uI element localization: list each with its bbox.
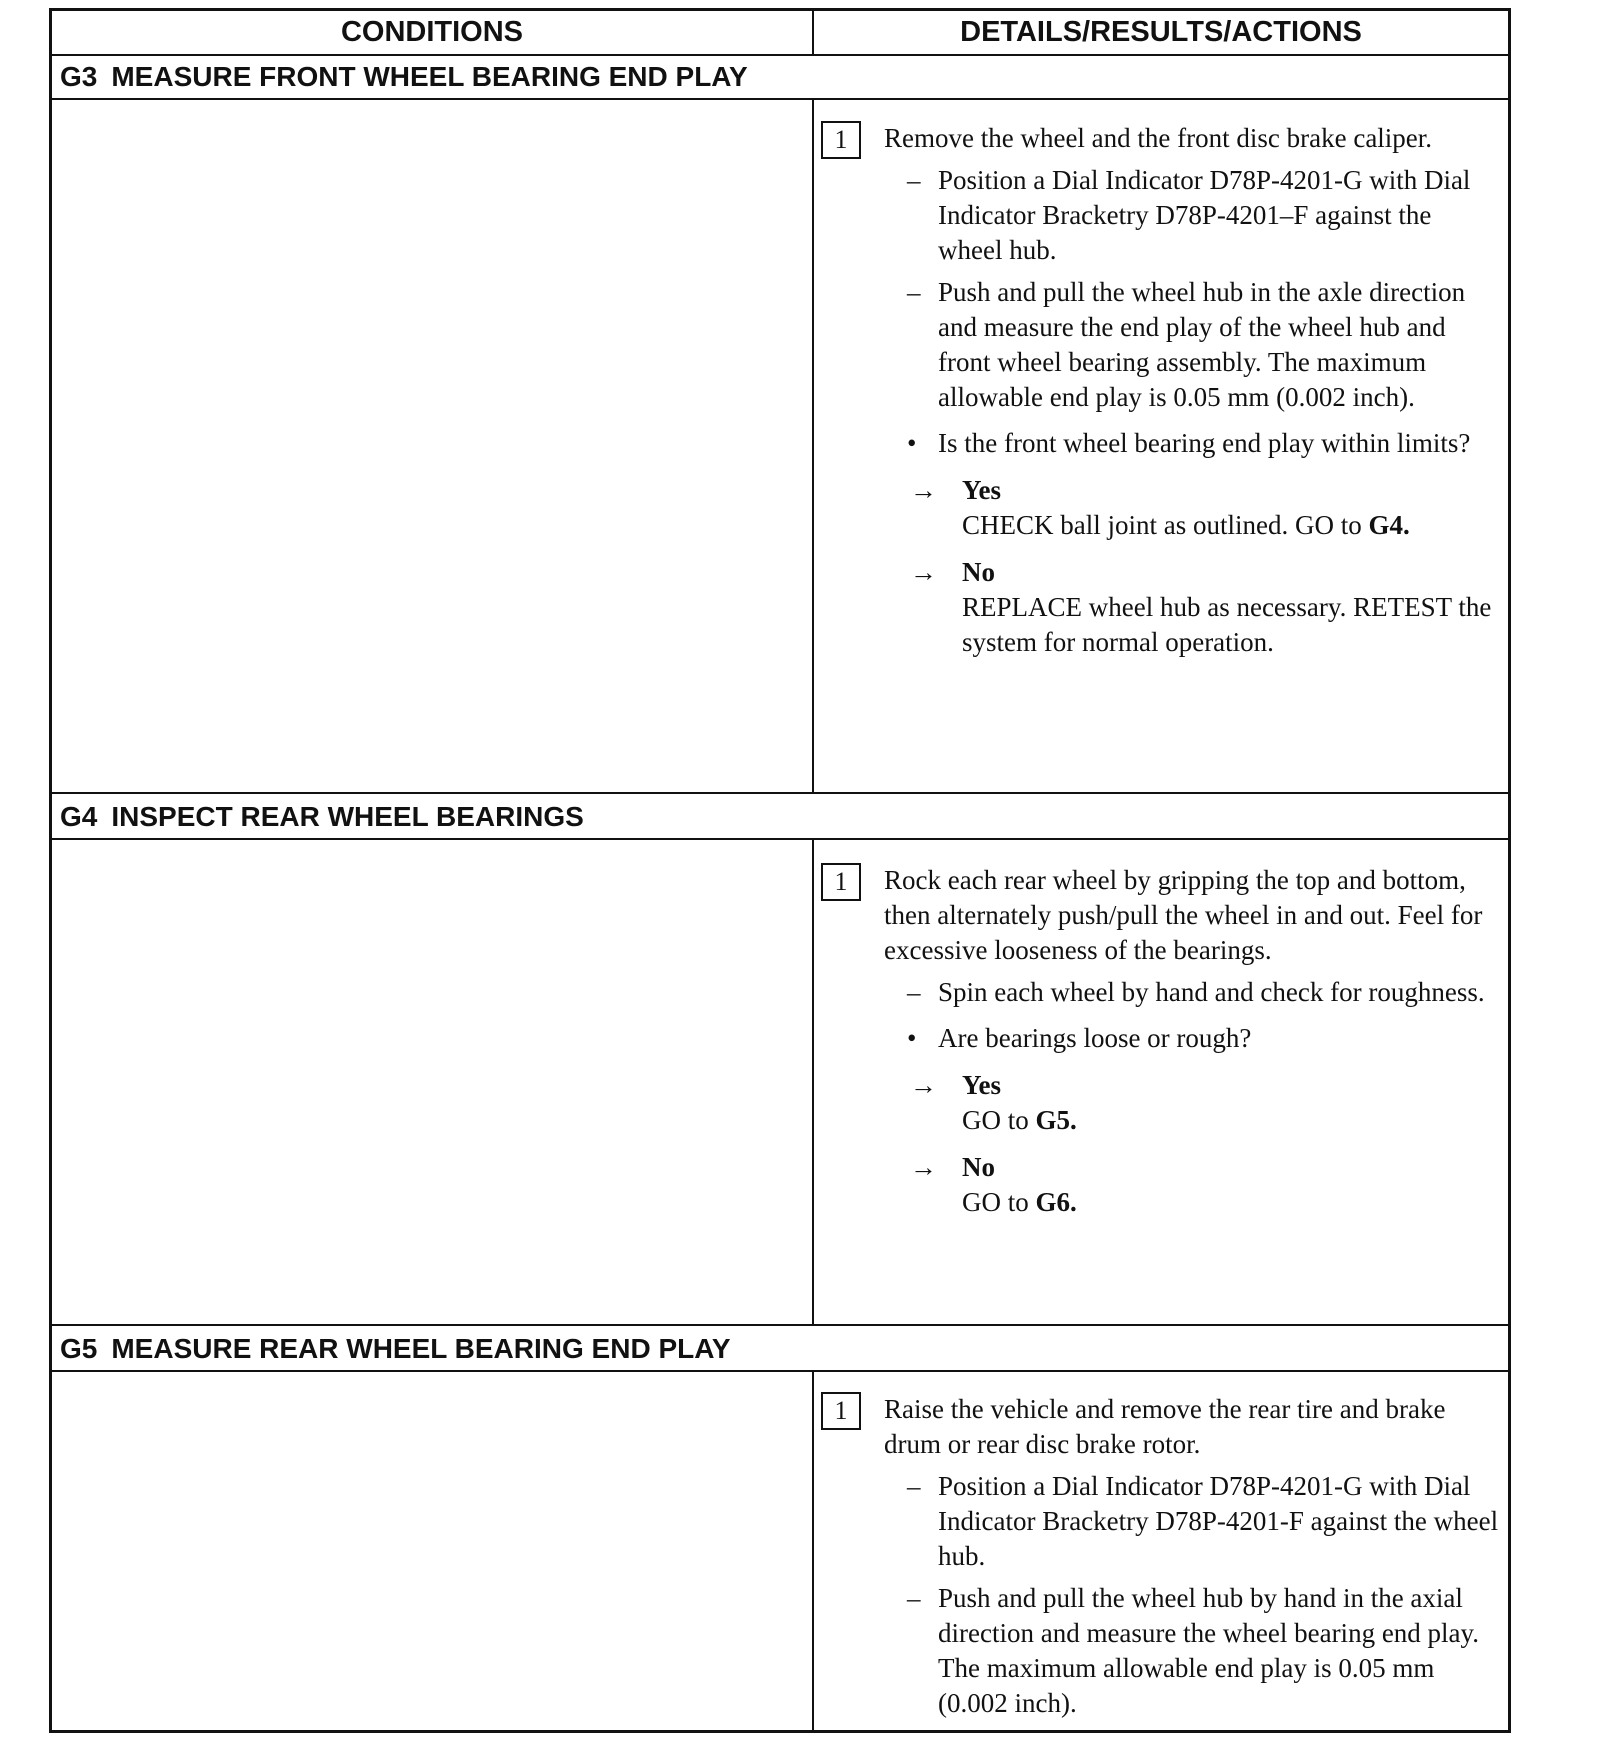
action-ref: G4.	[1368, 510, 1410, 540]
substep-text: Push and pull the wheel hub in the axle direction and measure the end play of the wheel hub and front wheel bearing assembly. The maximum allowable end play is 0.05 mm (0.002 inch).	[938, 277, 1466, 412]
section-code: G4	[60, 801, 98, 832]
dash-mark: –	[907, 1471, 921, 1501]
column-divider	[812, 100, 814, 792]
section-title-text: MEASURE REAR WHEEL BEARING END PLAY	[111, 1333, 731, 1364]
substep-text: Push and pull the wheel hub by hand in the axial direction and measure the wheel bearing end play. The maximum allowable end play is 0.05 mm (0.002 inch).	[938, 1583, 1480, 1718]
dash-mark: –	[907, 977, 921, 1007]
step-text: Rock each rear wheel by gripping the top and bottom, then alternately push/pull the wheel in and out. Feel for excessive looseness of the bearings.	[884, 865, 1483, 965]
section-title-g5	[52, 1326, 1508, 1372]
step-number-box: 1	[821, 863, 861, 901]
step-text: Raise the vehicle and remove the rear tire and brake drum or rear disc brake rotor.	[884, 1394, 1446, 1459]
column-divider	[812, 1372, 814, 1733]
dash-mark: –	[907, 165, 921, 195]
section-title-text: MEASURE FRONT WHEEL BEARING END PLAY	[111, 61, 748, 92]
dash-mark: –	[907, 277, 921, 307]
action-text	[962, 590, 1501, 660]
substep-text: Spin each wheel by hand and check for roughness.	[938, 977, 1485, 1007]
arrow-right-icon: →	[910, 1070, 937, 1100]
column-divider	[812, 840, 814, 1324]
action-text	[962, 1185, 1501, 1220]
answer-label: Yes	[962, 475, 1001, 505]
substep	[907, 975, 1501, 1010]
section-title-g3	[52, 54, 1508, 100]
answer-label: No	[962, 1152, 995, 1182]
action-text	[962, 508, 1501, 543]
arrow-right-icon: →	[910, 557, 937, 587]
details-header: DETAILS/RESULTS/ACTIONS	[960, 16, 1362, 48]
bullet-mark: •	[907, 1023, 917, 1053]
question	[907, 1021, 1501, 1056]
arrow-right-icon: →	[910, 1152, 937, 1182]
step-text: Remove the wheel and the front disc brake caliper.	[884, 123, 1433, 153]
action-body: REPLACE wheel hub as necessary. RETEST the system for normal operation.	[962, 592, 1492, 657]
result-no	[910, 1150, 1501, 1220]
answer-label: Yes	[962, 1070, 1001, 1100]
step-number-box: 1	[821, 1392, 861, 1430]
substep-text: Position a Dial Indicator D78P-4201-G with Dial Indicator Bracketry D78P-4201-F against the wheel hub.	[938, 1471, 1499, 1571]
action-body: GO to	[962, 1187, 1036, 1217]
action-ref: G5.	[1035, 1105, 1077, 1135]
bullet-mark: •	[907, 428, 917, 458]
step-g4-1	[821, 863, 1501, 1220]
question	[907, 426, 1501, 461]
section-code: G3	[60, 61, 98, 92]
step-number-box: 1	[821, 121, 861, 159]
table-header	[52, 11, 1508, 56]
substep	[907, 163, 1501, 268]
substep	[907, 275, 1501, 415]
column-divider	[812, 11, 814, 54]
action-text	[962, 1103, 1501, 1138]
result-no	[910, 555, 1501, 660]
result-yes	[910, 1068, 1501, 1138]
diagnostic-table	[49, 8, 1511, 1733]
step-g3-1	[821, 121, 1501, 660]
result-yes	[910, 473, 1501, 543]
substep	[907, 1469, 1501, 1574]
section-title-g4	[52, 794, 1508, 840]
section-title-text: INSPECT REAR WHEEL BEARINGS	[111, 801, 584, 832]
action-ref: G6.	[1035, 1187, 1077, 1217]
answer-label: No	[962, 557, 995, 587]
substep-text: Position a Dial Indicator D78P-4201-G with Dial Indicator Bracketry D78P-4201–F against the wheel hub.	[938, 165, 1471, 265]
dash-mark: –	[907, 1583, 921, 1613]
action-body: CHECK ball joint as outlined. GO to	[962, 510, 1369, 540]
substep	[907, 1581, 1501, 1721]
arrow-right-icon: →	[910, 475, 937, 505]
section-code: G5	[60, 1333, 98, 1364]
question-text: Are bearings loose or rough?	[938, 1023, 1252, 1053]
conditions-header: CONDITIONS	[340, 16, 524, 48]
question-text: Is the front wheel bearing end play within limits?	[938, 428, 1471, 458]
step-g5-1	[821, 1392, 1501, 1721]
action-body: GO to	[962, 1105, 1036, 1135]
